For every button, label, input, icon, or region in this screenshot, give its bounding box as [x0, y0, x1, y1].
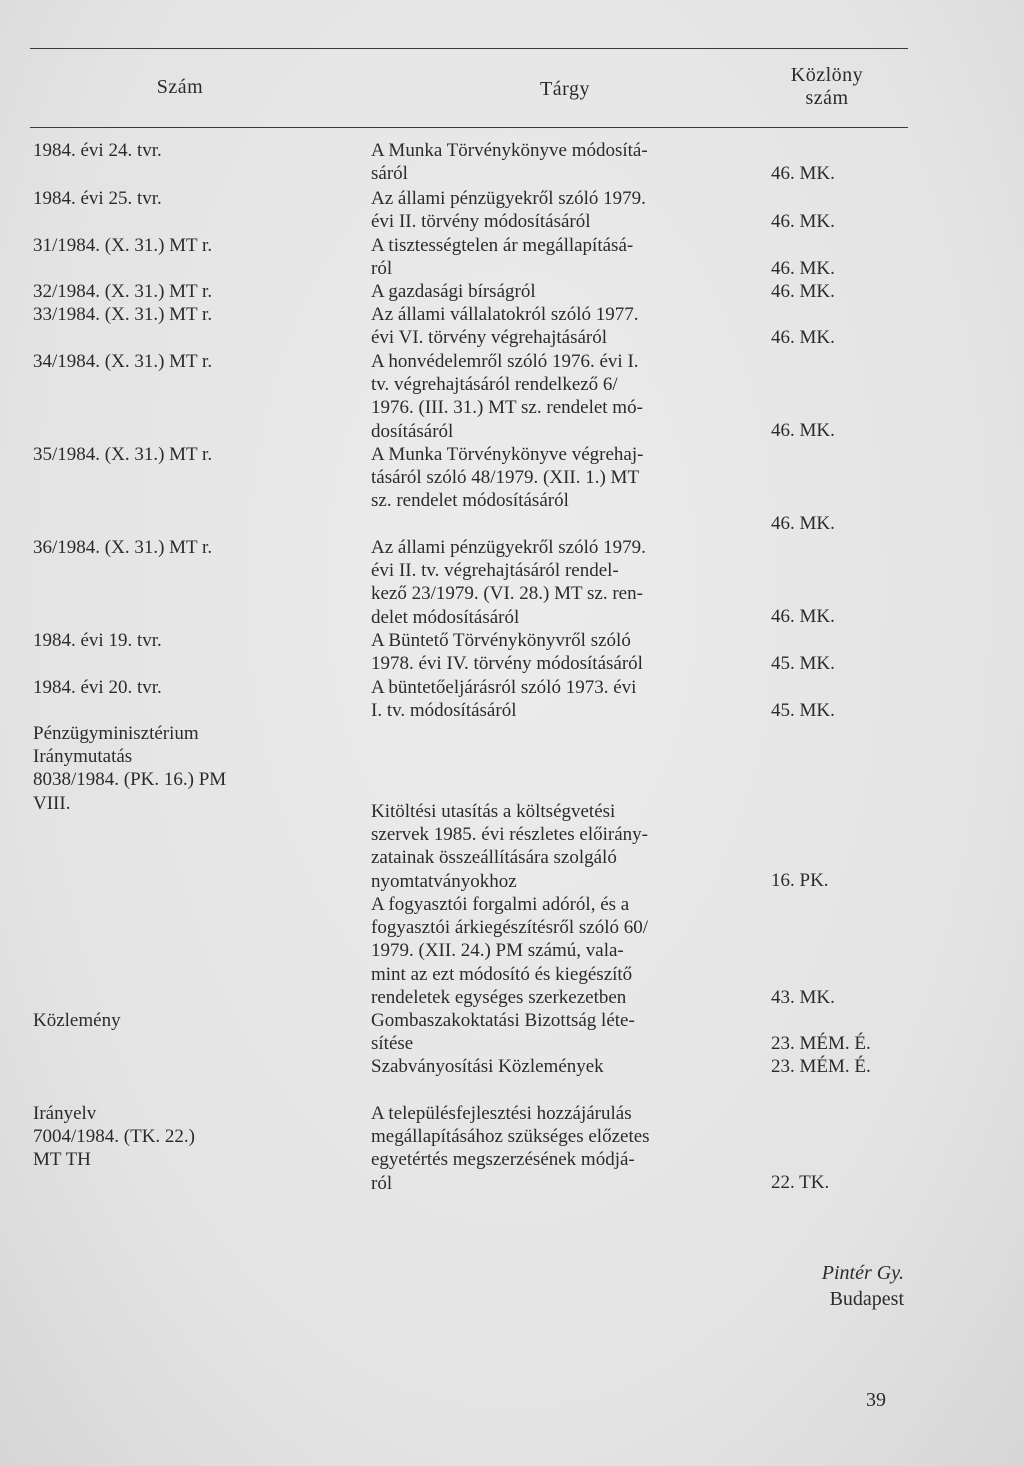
table-cell-kozlony: 46. MK.: [771, 606, 835, 627]
table-cell-kozlony: 45. MK.: [771, 700, 835, 721]
signer-name: Pintér Gy.: [821, 1262, 904, 1284]
column-header-kozlony: Közlöny szám: [790, 64, 864, 109]
table-cell-szam: 35/1984. (X. 31.) MT r.: [33, 444, 213, 465]
table-cell-szam: Közlemény: [33, 1010, 121, 1031]
table-cell-szam: 1984. évi 24. tvr.: [33, 140, 162, 161]
table-cell-targy: A Munka Törvénykönyve végrehaj- tásáról szóló 48/1979. (XII. 1.) MT sz. rendelet módosításáról: [371, 444, 644, 512]
signature-block: [822, 1260, 904, 1312]
table-cell-targy: A fogyasztói forgalmi adóról, és a fogyasztói árkiegészítésről szóló 60/ 1979. (XII. 24.) PM számú, vala- mint az ezt módosító és kiegészítő rendeletek egységes szerkezetben: [371, 894, 649, 1008]
table-cell-targy: Az állami pénzügyekről szóló 1979. évi II. törvény módosításáról: [371, 188, 646, 233]
table-cell-targy: A büntetőeljárásról szóló 1973. évi I. tv. módosításáról: [371, 677, 637, 722]
table-cell-szam: Pénzügyminisztérium Iránymutatás 8038/1984. (PK. 16.) PM VIII.: [33, 723, 227, 814]
table-cell-szam: 32/1984. (X. 31.) MT r.: [33, 281, 213, 302]
table-cell-kozlony: 46. MK.: [771, 163, 835, 184]
table-cell-kozlony: 46. MK.: [771, 420, 835, 441]
table-cell-targy: A Büntető Törvénykönyvről szóló 1978. évi IV. törvény módosításáról: [371, 630, 643, 675]
table-cell-targy: Szabványosítási Közlemények: [371, 1056, 604, 1077]
table-cell-szam: Irányelv 7004/1984. (TK. 22.) MT TH: [33, 1103, 196, 1171]
table-cell-targy: Kitöltési utasítás a költségvetési szervek 1985. évi részletes előirány- zatainak összeállítására szolgáló nyomtatványokhoz: [371, 801, 648, 892]
column-header-targy: Tárgy: [540, 78, 590, 100]
table-cell-targy: A településfejlesztési hozzájárulás megállapításához szükséges előzetes egyetértés megszerzésének módjá- ról: [371, 1103, 650, 1194]
table-cell-kozlony: 46. MK.: [771, 281, 835, 302]
table-cell-szam: 1984. évi 19. tvr.: [33, 630, 162, 651]
table-cell-targy: Az állami vállalatokról szóló 1977. évi VI. törvény végrehajtásáról: [371, 304, 639, 349]
table-cell-szam: 34/1984. (X. 31.) MT r.: [33, 351, 213, 372]
table-header-rule: [30, 127, 908, 128]
table-cell-targy: Az állami pénzügyekről szóló 1979. évi II. tv. végrehajtásáról rendel- kező 23/1979. (VI. 28.) MT sz. ren- delet módosításáról: [371, 537, 646, 628]
table-cell-kozlony: 46. MK.: [771, 211, 835, 232]
table-cell-kozlony: 45. MK.: [771, 653, 835, 674]
table-cell-szam: 36/1984. (X. 31.) MT r.: [33, 537, 213, 558]
table-cell-targy: Gombaszakoktatási Bizottság léte- sítése: [371, 1010, 635, 1055]
table-cell-targy: A gazdasági bírságról: [371, 281, 536, 302]
table-cell-kozlony: 46. MK.: [771, 327, 835, 348]
table-cell-targy: A Munka Törvénykönyve módosítá- sáról: [371, 140, 648, 185]
table-top-rule: [30, 48, 908, 49]
page-number: 39: [866, 1389, 886, 1411]
signer-place: Budapest: [829, 1288, 904, 1310]
table-cell-szam: 33/1984. (X. 31.) MT r.: [33, 304, 213, 325]
table-cell-szam: 1984. évi 25. tvr.: [33, 188, 162, 209]
table-cell-kozlony: 43. MK.: [771, 987, 835, 1008]
table-cell-szam: 1984. évi 20. tvr.: [33, 677, 162, 698]
table-cell-kozlony: 16. PK.: [771, 870, 829, 891]
table-cell-kozlony: 22. TK.: [771, 1172, 830, 1193]
table-cell-targy: A honvédelemről szóló 1976. évi I. tv. végrehajtásáról rendelkező 6/ 1976. (III. 31.) MT sz. rendelet mó- dosításáról: [371, 351, 643, 442]
table-cell-kozlony: 46. MK.: [771, 513, 835, 534]
table-cell-szam: 31/1984. (X. 31.) MT r.: [33, 235, 213, 256]
table-cell-kozlony: 23. MÉM. É.: [771, 1033, 871, 1054]
column-header-szam: Szám: [156, 76, 204, 98]
table-cell-kozlony: 46. MK.: [771, 258, 835, 279]
table-cell-targy: A tisztességtelen ár megállapításá- ról: [371, 235, 634, 280]
table-cell-kozlony: 23. MÉM. É.: [771, 1056, 871, 1077]
